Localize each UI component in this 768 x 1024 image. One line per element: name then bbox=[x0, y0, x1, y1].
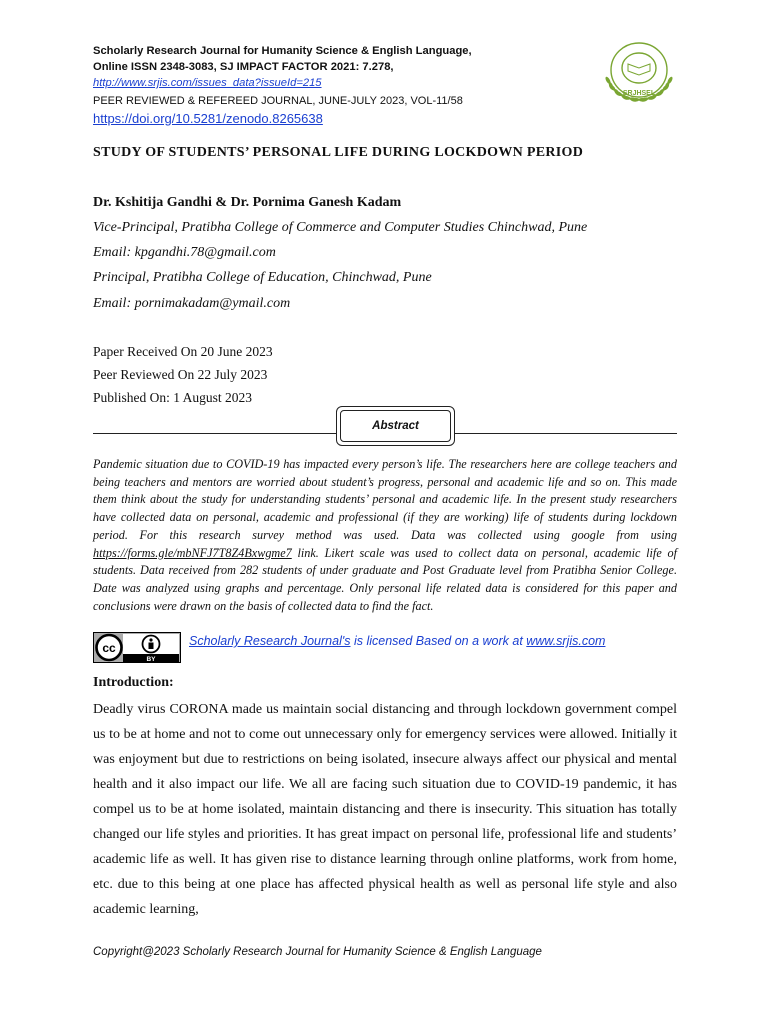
abstract-text-part-2: link. Likert scale was used to collect data on personal, academic life of students. Data received from 282 students of under graduate and Post Graduate level from Pratibha Senior College. Date was analyzed using graphs and percentage. Only personal life related data is considered for this paper and conclusions were drawn on the basis of collected data to find the fact. bbox=[93, 545, 677, 613]
abstract-text-part-1: Pandemic situation due to COVID-19 has impacted every person’s life. The researchers here are college teachers and being teachers and mentors are worried about student’s progress, personal and academic life and so on. This made them think about the study for understanding students’ personal and academic life. In the present study researchers have collected data on personal, academic and professional (if they are working) life of students during lockdown period. For this research survey method was used. Data was collected using google from using bbox=[93, 457, 677, 542]
reviewed-date: Peer Reviewed On 22 July 2023 bbox=[93, 367, 268, 382]
journal-title: Scholarly Research Journal for Humanity Science & English Language, bbox=[93, 45, 472, 57]
abstract-text bbox=[93, 456, 677, 615]
issue-url-link[interactable]: http://www.srjis.com/issues_data?issueId=215 bbox=[93, 77, 322, 89]
introduction-body: Deadly virus CORONA made us maintain social distancing and through lockdown government compel us to be at home and not to come out unnecessary only for emergency services were allowed. Initially it was enjoyment but due to restrictions on being isolated, insecure always affect our physical and mental health and it also impact our life. We all are facing such situation due to COVID-19 pandemic, it has compel us to be at home isolated, maintain distancing and there is insecurity. This situation has totally changed our life styles and priorities. It has great impact on personal life, professional life and students’ academic life as well. It has given rise to distance learning through online platforms, work from home, etc. due to this being at one place has affected physical health as well as personal life style and also academic learning, bbox=[93, 702, 677, 917]
cc-label: cc bbox=[102, 641, 116, 655]
google-form-link[interactable]: https://forms.gle/mbNFJ7T8Z4Bxwgme7 bbox=[93, 545, 292, 560]
logo-text: SRJHSEL bbox=[622, 90, 656, 97]
doi-link[interactable]: https://doi.org/10.5281/zenodo.8265638 bbox=[93, 111, 323, 126]
received-date: Paper Received On 20 June 2023 bbox=[93, 344, 273, 359]
affiliation-2: Principal, Pratibha College of Education, Chinchwad, Pune bbox=[93, 270, 432, 285]
email-1: Email: kpgandhi.78@gmail.com bbox=[93, 245, 276, 260]
peer-review-line: PEER REVIEWED & REFEREED JOURNAL, JUNE-JULY 2023, VOL-11/58 bbox=[93, 95, 463, 107]
abstract-heading: Abstract bbox=[340, 410, 451, 442]
published-date: Published On: 1 August 2023 bbox=[93, 390, 253, 405]
copyright-footer: Copyright@2023 Scholarly Research Journal for Humanity Science & English Language bbox=[93, 946, 542, 958]
by-label: BY bbox=[146, 656, 156, 663]
affiliation-1: Vice-Principal, Pratibha College of Commerce and Computer Studies Chinchwad, Pune bbox=[93, 220, 588, 235]
cc-by-license-icon[interactable] bbox=[93, 632, 181, 663]
issn-line: Online ISSN 2348-3083, SJ IMPACT FACTOR 2021: 7.278, bbox=[93, 61, 394, 73]
authors: Dr. Kshitija Gandhi & Dr. Pornima Ganesh Kadam bbox=[93, 195, 402, 210]
journal-license-link[interactable]: Scholarly Research Journal's bbox=[189, 634, 351, 648]
journal-logo-icon bbox=[598, 38, 680, 106]
paper-title: STUDY OF STUDENTS’ PERSONAL LIFE DURING LOCKDOWN PERIOD bbox=[93, 145, 584, 160]
email-2: Email: pornimakadam@ymail.com bbox=[93, 296, 291, 311]
license-middle-text: is licensed Based on a work at bbox=[350, 634, 527, 648]
introduction-heading: Introduction: bbox=[93, 675, 174, 690]
srjis-site-link[interactable]: www.srjis.com bbox=[526, 634, 606, 648]
license-statement bbox=[189, 634, 605, 648]
